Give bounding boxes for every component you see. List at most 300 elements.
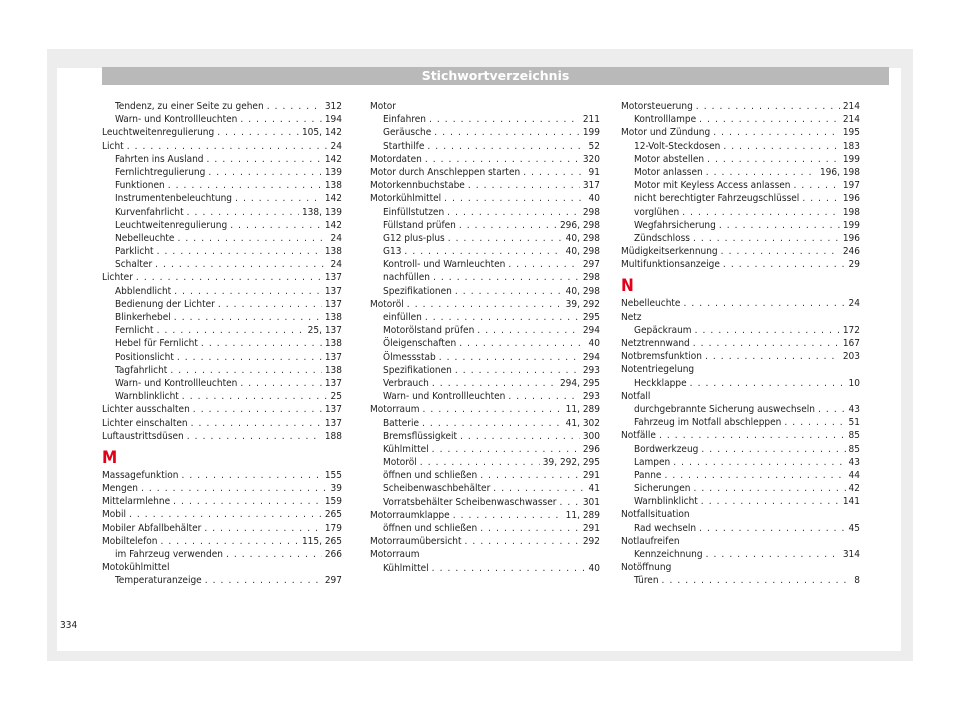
entry-term: Spezifikationen	[383, 285, 452, 297]
index-entry	[621, 100, 860, 113]
dot-leader	[420, 456, 540, 469]
entry-term: Panne	[634, 469, 662, 481]
entry-page-ref: 24	[330, 232, 342, 244]
index-entry	[621, 245, 860, 258]
index-entry	[102, 495, 342, 508]
entry-page-ref: 138	[324, 338, 342, 350]
entry-page-ref: 297	[582, 259, 600, 271]
index-entry	[621, 311, 860, 324]
entry-page-ref: 155	[324, 469, 342, 481]
index-entry	[621, 535, 860, 548]
index-subentry	[370, 562, 600, 575]
index-subentry	[621, 443, 860, 456]
entry-page-ref: 211	[582, 114, 600, 126]
index-subentry	[102, 311, 342, 324]
dot-leader	[129, 508, 322, 521]
entry-page-ref: 25	[330, 391, 342, 403]
entry-term: Wegfahrsicherung	[634, 219, 716, 231]
index-subentry	[621, 522, 860, 535]
index-entry	[102, 535, 342, 548]
entry-term: Bedienung der Lichter	[115, 298, 215, 310]
index-entry	[370, 535, 600, 548]
dot-leader	[191, 417, 322, 430]
index-entry	[102, 482, 342, 495]
entry-page-ref: 29	[848, 259, 860, 271]
dot-leader	[157, 245, 322, 258]
entry-page-ref: 139	[324, 166, 342, 178]
index-entry	[370, 403, 600, 416]
index-subentry	[102, 258, 342, 271]
entry-term: Mobiler Abfallbehälter	[102, 522, 202, 534]
entry-page-ref: 138	[324, 180, 342, 192]
dot-leader	[455, 285, 563, 298]
entry-page-ref: 137	[324, 417, 342, 429]
dot-leader	[723, 258, 846, 271]
dot-leader	[127, 140, 328, 153]
dot-leader	[157, 324, 305, 337]
index-subentry	[621, 179, 860, 192]
entry-page-ref: 40	[588, 562, 600, 574]
dot-leader	[182, 390, 328, 403]
entry-page-ref: 312	[324, 101, 342, 112]
entry-page-ref: 137	[324, 285, 342, 297]
entry-term: Kurvenfahrlicht	[115, 206, 184, 218]
entry-page-ref: 172	[842, 324, 860, 336]
index-subentry	[102, 206, 342, 219]
entry-term: Positionslicht	[115, 351, 174, 363]
entry-term: vorglühen	[634, 206, 680, 218]
dot-leader	[168, 179, 322, 192]
index-subentry	[621, 456, 860, 469]
index-entry	[102, 430, 342, 443]
entry-page-ref: 183	[842, 140, 860, 152]
entry-page-ref: 8	[854, 575, 860, 587]
index-subentry	[370, 140, 600, 153]
entry-term: Temperaturanzeige	[115, 575, 202, 587]
entry-page-ref: 40, 298	[565, 232, 600, 244]
entry-term: Ölmessstab	[383, 351, 436, 363]
dot-leader	[267, 100, 322, 113]
entry-page-ref: 195	[842, 127, 860, 139]
dot-leader	[719, 219, 840, 232]
entry-term: Nebelleuchte	[115, 232, 175, 244]
entry-term: nachfüllen	[383, 272, 430, 284]
entry-page-ref: 294	[582, 325, 600, 337]
entry-page-ref: 10	[848, 377, 860, 389]
entry-term: Kühlmittel	[383, 562, 429, 574]
entry-term: Notöffnung	[621, 562, 672, 574]
index-subentry	[102, 285, 342, 298]
dot-leader	[802, 192, 840, 205]
dot-leader	[706, 166, 817, 179]
entry-term: Leuchtweitenregulierung	[115, 219, 228, 231]
entry-page-ref: 40, 298	[565, 246, 600, 258]
entry-page-ref: 298	[582, 272, 600, 284]
index-entry	[102, 561, 342, 574]
dot-leader	[480, 469, 580, 482]
entry-page-ref: 137	[324, 272, 342, 284]
index-subentry	[621, 206, 860, 219]
dot-leader	[682, 206, 840, 219]
dot-leader	[155, 258, 327, 271]
dot-leader	[404, 245, 562, 258]
index-column-2	[370, 100, 600, 575]
index-subentry	[370, 113, 600, 126]
entry-page-ref: 39, 292, 295	[542, 457, 600, 469]
entry-term: Notbremsfunktion	[621, 351, 702, 363]
dot-leader	[794, 179, 840, 192]
entry-term: Motoröl	[383, 457, 417, 469]
entry-term: Öleigenschaften	[383, 338, 457, 350]
entry-term: Motorraumübersicht	[370, 536, 462, 548]
entry-page-ref: 199	[842, 153, 860, 165]
index-subentry	[102, 179, 342, 192]
index-subentry	[102, 298, 342, 311]
dot-leader	[690, 377, 846, 390]
entry-page-ref: 295	[582, 312, 600, 323]
entry-page-ref: 138	[324, 246, 342, 258]
index-entry	[621, 337, 860, 350]
index-entry	[370, 179, 600, 192]
entry-page-ref: 300	[582, 430, 600, 442]
entry-term: Abblendlicht	[115, 285, 172, 297]
entry-term: Scheibenwaschbehälter	[383, 483, 491, 495]
entry-term: Motorsteuerung	[621, 101, 693, 112]
dot-leader	[429, 113, 580, 126]
dot-leader	[659, 429, 846, 442]
entry-page-ref: 199	[842, 219, 860, 231]
entry-page-ref: 301	[582, 496, 600, 508]
dot-leader	[818, 403, 846, 416]
entry-page-ref: 141	[842, 496, 860, 508]
entry-term: Warnblinklicht	[634, 496, 698, 508]
entry-term: Licht	[102, 140, 124, 152]
entry-term: Lichter	[102, 272, 133, 284]
entry-page-ref: 296, 298	[559, 219, 600, 231]
dot-leader	[693, 232, 840, 245]
index-subentry	[102, 100, 342, 113]
entry-term: Türen	[634, 575, 659, 587]
index-subentry	[370, 245, 600, 258]
entry-term: Instrumentenbeleuchtung	[115, 193, 233, 205]
index-subentry	[370, 469, 600, 482]
dot-leader	[683, 297, 845, 310]
entry-page-ref: 43	[848, 456, 860, 468]
entry-page-ref: 196, 198	[819, 166, 860, 178]
dot-leader	[459, 337, 585, 350]
dot-leader	[240, 113, 321, 126]
entry-term: Netz	[621, 311, 642, 323]
index-entry	[621, 363, 860, 376]
entry-term: nicht berechtigter Fahrzeugschlüssel	[634, 193, 800, 205]
dot-leader	[707, 153, 840, 166]
entry-page-ref: 39	[330, 483, 342, 495]
entry-page-ref: 292	[582, 536, 600, 548]
page-title: Stichwortverzeichnis	[102, 67, 889, 85]
entry-page-ref: 138, 139	[301, 206, 342, 218]
index-subentry	[370, 496, 600, 509]
entry-term: Mobiltelefon	[102, 535, 158, 547]
entry-page-ref: 291	[582, 470, 600, 482]
dot-leader	[230, 219, 322, 232]
entry-page-ref: 296	[582, 443, 600, 455]
entry-term: Mittelarmlehne	[102, 496, 171, 508]
entry-page-ref: 91	[588, 166, 600, 178]
dot-leader	[448, 232, 563, 245]
entry-term: Heckklappe	[634, 377, 687, 389]
entry-term: Notfall	[621, 390, 651, 402]
entry-page-ref: 294	[582, 351, 600, 363]
entry-term: G13	[383, 246, 402, 258]
index-subentry	[621, 113, 860, 126]
entry-page-ref: 11, 289	[565, 404, 600, 416]
entry-term: Starthilfe	[383, 140, 425, 152]
entry-page-ref: 24	[848, 298, 860, 310]
dot-leader	[693, 337, 840, 350]
dot-leader	[174, 311, 322, 324]
entry-term: Motordaten	[370, 153, 422, 165]
index-entry	[370, 548, 600, 561]
index-subentry	[370, 126, 600, 139]
index-entry	[621, 297, 860, 310]
entry-page-ref: 25, 137	[307, 325, 342, 337]
dot-leader	[218, 298, 322, 311]
entry-term: G12 plus-plus	[383, 232, 445, 244]
entry-page-ref: 51	[848, 417, 860, 429]
entry-page-ref: 85	[848, 443, 860, 455]
index-entry	[621, 561, 860, 574]
dot-leader	[181, 469, 321, 482]
entry-term: öffnen und schließen	[383, 470, 478, 482]
entry-term: Tagfahrlicht	[115, 364, 168, 376]
index-entry	[370, 509, 600, 522]
entry-term: Motor anlassen	[634, 166, 703, 178]
entry-term: Motor	[370, 101, 396, 112]
dot-leader	[235, 192, 322, 205]
entry-term: Gepäckraum	[634, 324, 692, 336]
entry-term: einfüllen	[383, 312, 422, 323]
index-subentry	[621, 324, 860, 337]
dot-leader	[699, 522, 845, 535]
entry-page-ref: 142	[324, 219, 342, 231]
entry-page-ref: 105, 142	[301, 127, 342, 139]
dot-leader	[141, 482, 328, 495]
entry-term: Sicherungen	[634, 483, 691, 495]
dot-leader	[433, 271, 580, 284]
dot-leader	[523, 166, 585, 179]
index-subentry	[621, 495, 860, 508]
index-subentry	[370, 271, 600, 284]
dot-leader	[170, 364, 322, 377]
index-subentry	[102, 377, 342, 390]
entry-page-ref: 42	[848, 483, 860, 495]
entry-term: Kontroll- und Warnleuchten	[383, 259, 506, 271]
entry-term: Notfälle	[621, 430, 656, 442]
index-subentry	[621, 416, 860, 429]
entry-page-ref: 40	[588, 338, 600, 350]
entry-page-ref: 44	[848, 469, 860, 481]
entry-term: Mengen	[102, 483, 138, 495]
entry-term: Spezifikationen	[383, 364, 452, 376]
entry-page-ref: 159	[324, 496, 342, 508]
entry-term: Multifunktionsanzeige	[621, 259, 720, 271]
dot-leader	[508, 390, 579, 403]
entry-term: Verbrauch	[383, 377, 429, 389]
index-subentry	[102, 337, 342, 350]
dot-leader	[174, 285, 322, 298]
index-entry	[621, 126, 860, 139]
dot-leader	[432, 377, 557, 390]
entry-term: öffnen und schließen	[383, 523, 478, 534]
entry-page-ref: 293	[582, 391, 600, 403]
entry-page-ref: 45	[848, 522, 860, 534]
entry-term: Warn- und Kontrollleuchten	[115, 114, 238, 126]
entry-page-ref: 137	[324, 298, 342, 310]
entry-term: Parklicht	[115, 246, 154, 258]
index-subentry	[102, 324, 342, 337]
entry-term: Kontrolllampe	[634, 114, 697, 126]
index-subentry	[370, 364, 600, 377]
index-subentry	[621, 219, 860, 232]
index-subentry	[102, 232, 342, 245]
dot-leader	[701, 443, 845, 456]
entry-page-ref: 291	[582, 523, 600, 534]
entry-term: 12-Volt-Steckdosen	[634, 140, 721, 152]
entry-term: Luftaustrittsdüsen	[102, 430, 184, 442]
entry-page-ref: 198	[842, 206, 860, 218]
entry-page-ref: 167	[842, 338, 860, 349]
entry-term: Motor durch Anschleppen starten	[370, 166, 521, 178]
index-subentry	[102, 219, 342, 232]
entry-term: Leuchtweitenregulierung	[102, 127, 215, 139]
index-subentry	[370, 219, 600, 232]
index-entry	[102, 140, 342, 153]
dot-leader	[136, 271, 322, 284]
index-subentry	[621, 377, 860, 390]
entry-page-ref: 43	[848, 403, 860, 415]
entry-page-ref: 52	[588, 140, 600, 152]
dot-leader	[784, 416, 845, 429]
entry-page-ref: 314	[842, 549, 860, 560]
entry-page-ref: 115, 265	[301, 535, 342, 547]
entry-term: Zündschloss	[634, 232, 690, 244]
entry-page-ref: 11, 289	[565, 509, 600, 521]
dot-leader	[673, 456, 845, 469]
dot-leader	[425, 311, 580, 324]
entry-term: Fernlicht	[115, 325, 154, 337]
dot-leader	[705, 350, 840, 363]
entry-term: Lampen	[634, 456, 671, 468]
index-entry	[102, 403, 342, 416]
dot-leader	[434, 126, 580, 139]
index-entry	[621, 258, 860, 271]
dot-leader	[559, 496, 579, 509]
dot-leader	[459, 219, 557, 232]
dot-leader	[439, 351, 580, 364]
dot-leader	[693, 482, 845, 495]
entry-term: Motorraum	[370, 549, 420, 561]
index-subentry	[621, 548, 860, 561]
dot-leader	[664, 469, 845, 482]
entry-page-ref: 24	[330, 140, 342, 152]
dot-leader	[695, 324, 840, 337]
dot-leader	[508, 258, 579, 271]
dot-leader	[217, 126, 299, 139]
dot-leader	[453, 509, 563, 522]
dot-leader	[455, 364, 580, 377]
dot-leader	[204, 522, 321, 535]
dot-leader	[662, 574, 852, 587]
index-subentry	[102, 574, 342, 587]
index-subentry	[370, 443, 600, 456]
entry-page-ref: 266	[324, 549, 342, 560]
entry-term: Massagefunktion	[102, 469, 179, 481]
dot-leader	[207, 153, 322, 166]
entry-term: Motor und Zündung	[621, 127, 711, 139]
index-subentry	[370, 456, 600, 469]
entry-page-ref: 40	[588, 193, 600, 205]
entry-term: Nebelleuchte	[621, 298, 681, 310]
entry-page-ref: 293	[582, 364, 600, 376]
dot-leader	[477, 324, 580, 337]
dot-leader	[422, 417, 563, 430]
index-subentry	[621, 232, 860, 245]
index-subentry	[370, 430, 600, 443]
dot-leader	[723, 140, 839, 153]
index-subentry	[370, 522, 600, 535]
dot-leader	[701, 495, 840, 508]
index-subentry	[102, 548, 342, 561]
index-entry	[370, 298, 600, 311]
entry-term: Rad wechseln	[634, 522, 697, 534]
index-entry	[370, 192, 600, 205]
entry-page-ref: 265	[324, 509, 342, 521]
entry-page-ref: 24	[330, 259, 342, 271]
dot-leader	[480, 522, 580, 535]
index-entry	[621, 350, 860, 363]
entry-term: Müdigkeitserkennung	[621, 246, 718, 258]
index-entry	[102, 417, 342, 430]
index-entry	[621, 390, 860, 403]
dot-leader	[177, 351, 322, 364]
entry-term: Blinkerhebel	[115, 312, 171, 323]
entry-page-ref: 294, 295	[559, 377, 600, 389]
entry-page-ref: 320	[582, 153, 600, 165]
dot-leader	[407, 298, 563, 311]
entry-term: Motorraum	[370, 404, 420, 416]
index-subentry	[370, 482, 600, 495]
index-entry	[102, 271, 342, 284]
entry-page-ref: 199	[582, 127, 600, 139]
dot-leader	[444, 192, 585, 205]
entry-page-ref: 317	[582, 180, 600, 192]
entry-page-ref: 179	[324, 522, 342, 534]
dot-leader	[208, 166, 321, 179]
entry-term: Notlaufreifen	[621, 535, 680, 547]
entry-page-ref: 188	[324, 430, 342, 442]
entry-term: Bordwerkzeug	[634, 443, 699, 455]
index-subentry	[621, 482, 860, 495]
entry-term: Kühlmittel	[383, 443, 429, 455]
index-subentry	[621, 192, 860, 205]
dot-leader	[187, 206, 299, 219]
entry-term: Notentriegelung	[621, 364, 695, 376]
entry-term: Motoröl	[370, 298, 404, 310]
dot-leader	[468, 179, 580, 192]
index-subentry	[370, 337, 600, 350]
entry-page-ref: 85	[848, 430, 860, 442]
entry-page-ref: 196	[842, 193, 860, 205]
